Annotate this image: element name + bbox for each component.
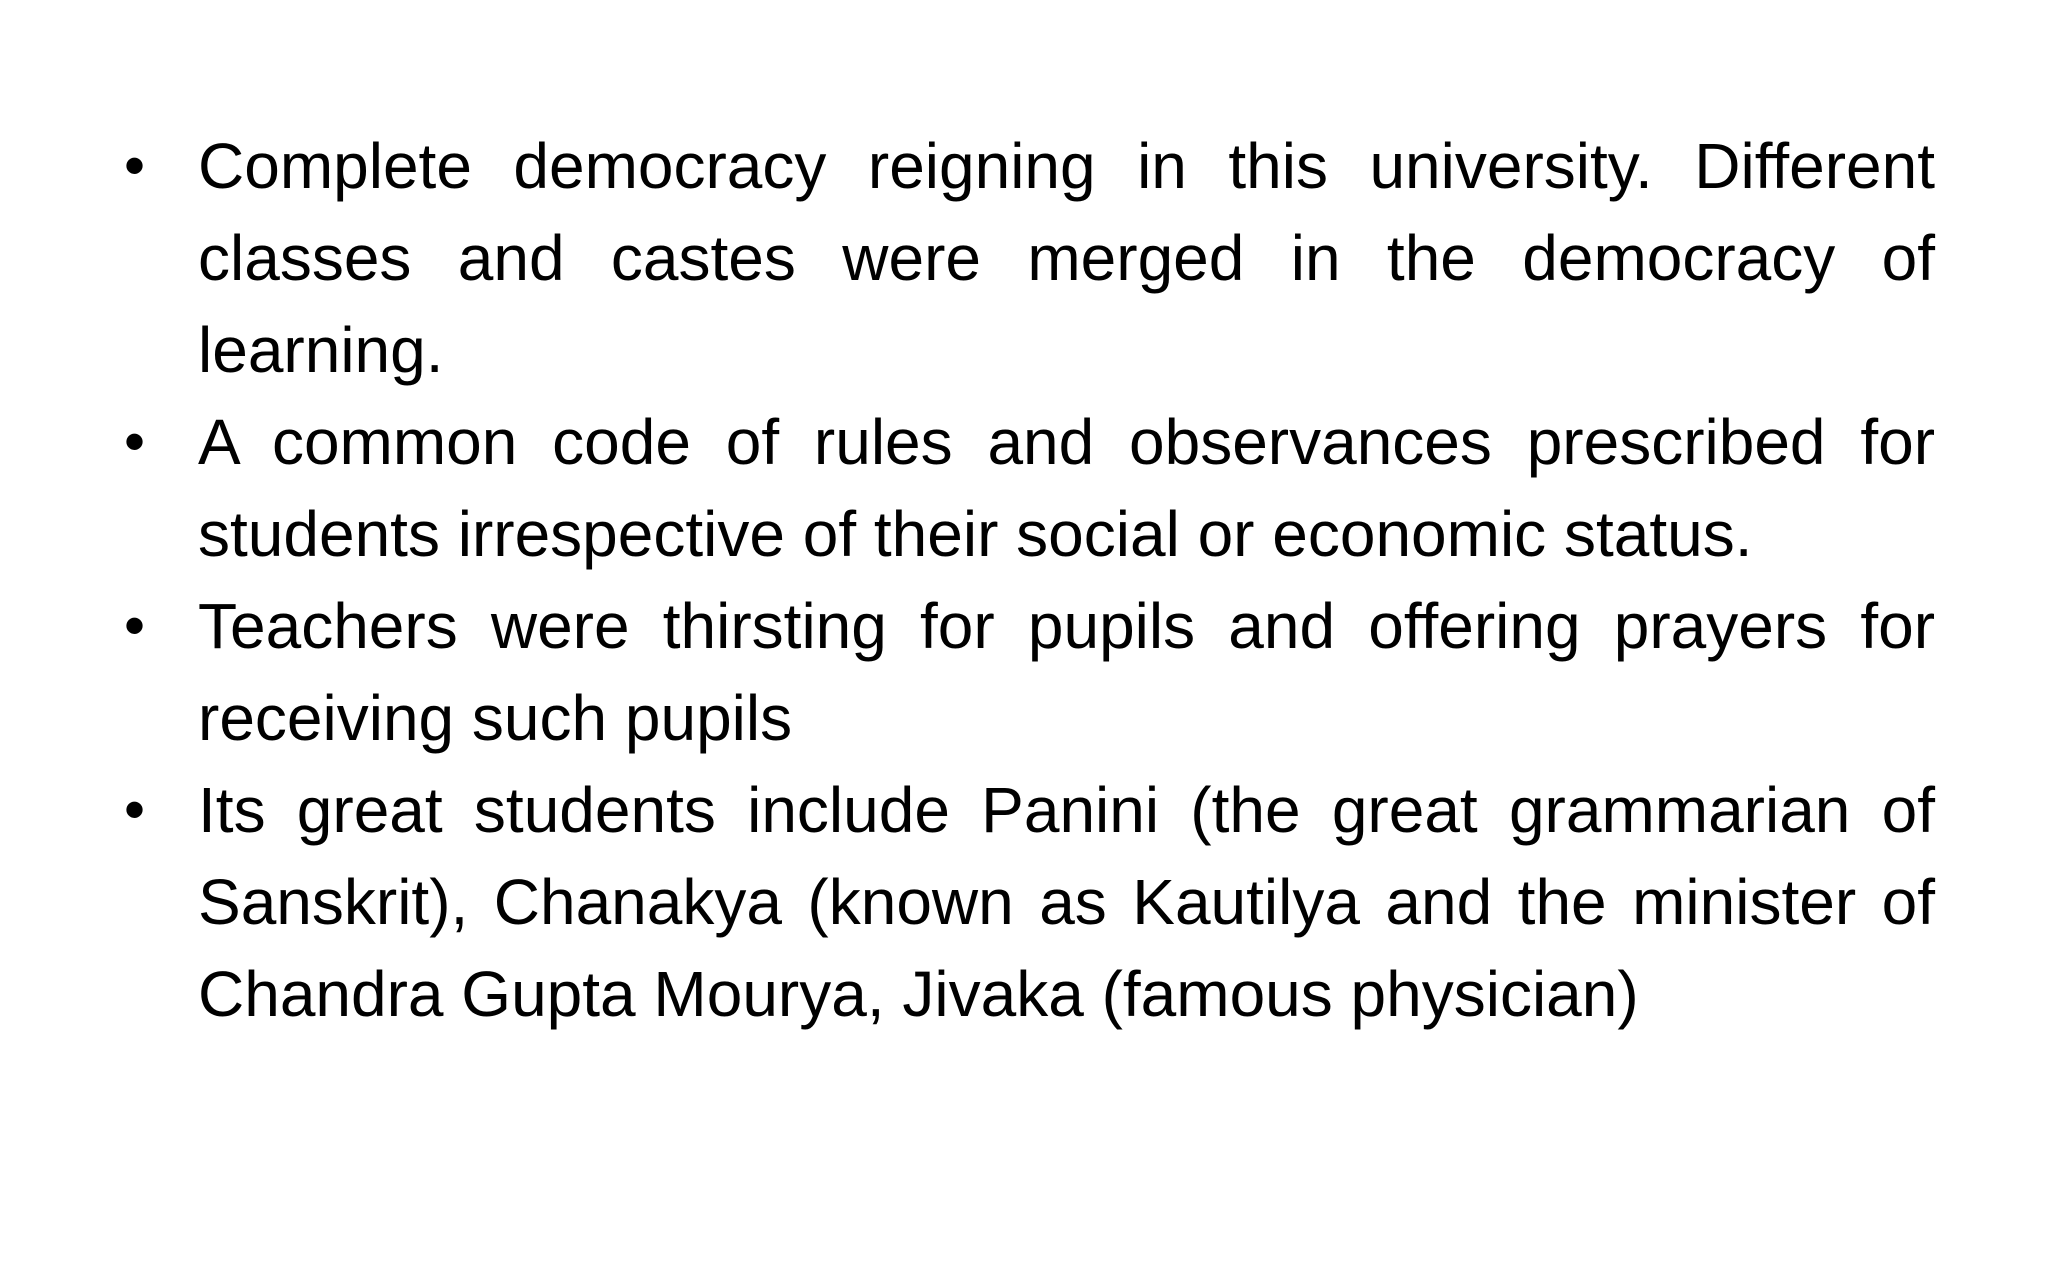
bullet-icon: • [124,592,146,659]
bullet-icon: • [124,408,146,475]
bullet-text: A common code of rules and observances prescribed for students irrespective of their social or economic status. [198,406,1935,570]
bullet-text: Its great students include Panini (the great grammarian of Sanskrit), Chanakya (known as Kautilya and the minister of Chandra Gupta Mourya, Jivaka (famous physician) [198,774,1935,1030]
bullet-text: Complete democracy reigning in this university. Different classes and castes were merged in the democracy of learning. [198,130,1935,386]
bullet-text: Teachers were thirsting for pupils and offering prayers for receiving such pupils [198,590,1935,754]
bullet-item-great-students [110,764,1935,1040]
bullet-list [110,120,1935,1040]
bullet-icon: • [124,132,146,199]
bullet-item-teachers [110,580,1935,764]
bullet-icon: • [124,776,146,843]
bullet-item-common-code [110,396,1935,580]
bullet-item-democracy [110,120,1935,396]
